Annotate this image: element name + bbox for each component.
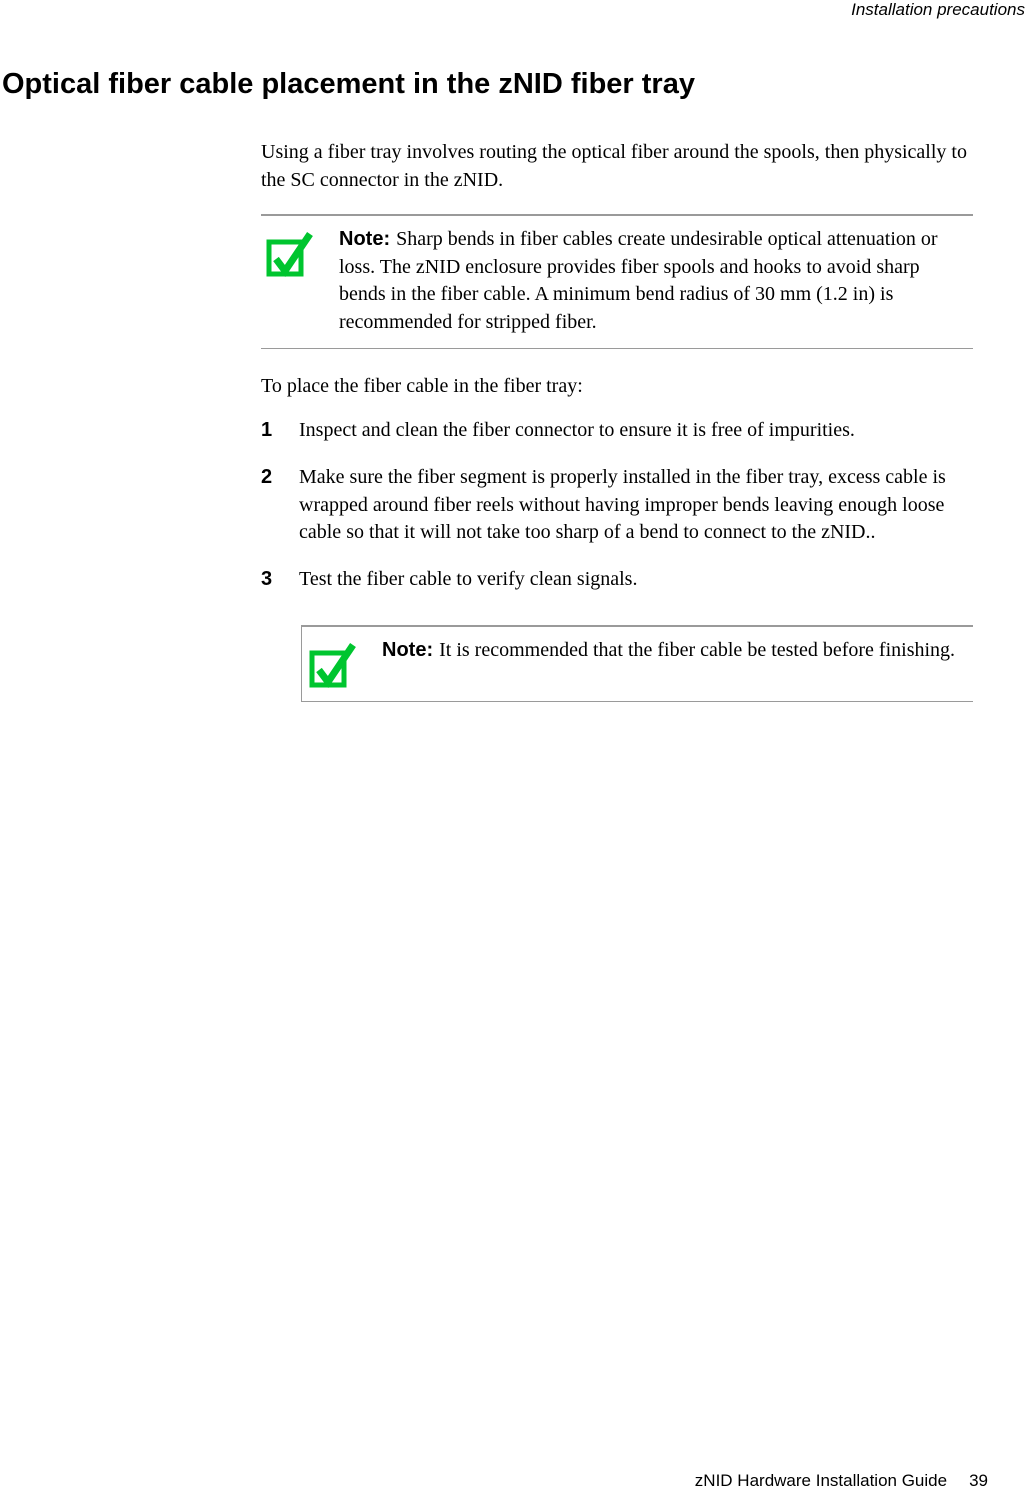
step-number: 1 [261,419,273,442]
note-label: Note: [339,228,391,250]
intro-paragraph: Using a fiber tray involves routing the optical fiber around the spools, then physically to the SC connector in the zNID. [261,141,967,191]
page-content [261,138,973,702]
checkmark-checkbox-icon [308,641,356,689]
note-box-test-before-finishing [301,625,973,702]
page-footer [695,1471,988,1491]
note-box-bend-radius [261,214,973,349]
step-3 [261,566,973,594]
running-header: Installation precautions [851,0,1025,19]
step-1 [261,417,973,445]
step-text: Inspect and clean the fiber connector to ensure it is free of impurities. [299,419,855,442]
footer-guide-title: zNID Hardware Installation Guide [694,1471,948,1490]
footer-page-number: 39 [969,1471,988,1490]
step-number: 3 [261,567,273,590]
step-number: 2 [261,465,273,488]
step-text: Test the fiber cable to verify clean signals. [299,567,638,590]
note-body [382,637,971,665]
note-text: Sharp bends in fiber cables create undesirable optical attenuation or loss. The zNID enclosure provides fiber spools and hooks to avoid sharp bends in the fiber cable. A minimum bend radius of 30 mm (1.2 in) is recommended for stripped fiber. [339,228,938,333]
step-2 [261,464,973,547]
page-title: Optical fiber cable placement in the zNID fiber tray [2,68,695,100]
procedure-lead-in: To place the fiber cable in the fiber tray: [261,375,583,398]
note-body [339,226,971,336]
note-text: It is recommended that the fiber cable be tested before finishing. [439,639,956,662]
checkmark-checkbox-icon [265,230,313,278]
note-label: Note: [382,639,434,662]
step-text: Make sure the fiber segment is properly installed in the fiber tray, excess cable is wrapped around fiber reels without having improper bends leaving enough loose cable so that it will not take too sharp of a bend to connect to the zNID.. [299,465,946,544]
